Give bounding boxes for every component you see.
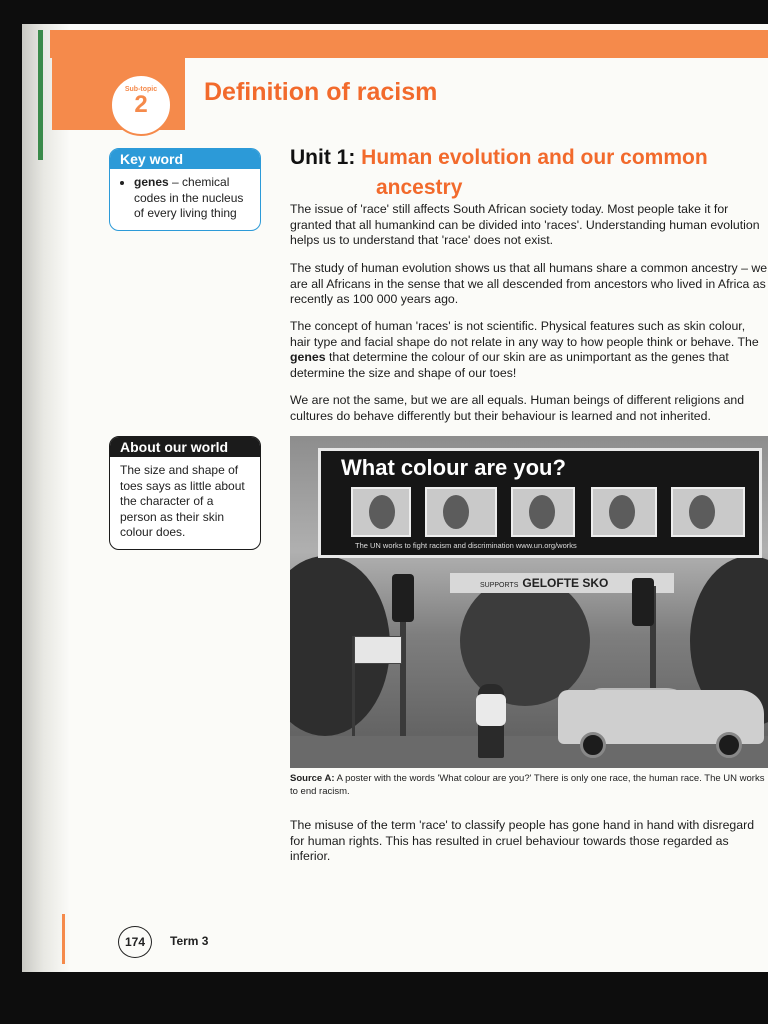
paragraph-3-start: The concept of human 'races' is not scientific. Physical features such as skin colour, hair type and facial shape do not relate in any way to how people think or behave. The: [290, 319, 759, 349]
about-our-world-text: The size and shape of toes says as little about the character of a person as their skin colour does.: [120, 463, 245, 539]
paragraph-3: [290, 319, 768, 381]
binding-edge-strip: [38, 30, 43, 160]
unit-number: Unit 1:: [290, 146, 356, 169]
key-word-term: genes: [134, 175, 169, 189]
school-sign-small-text: SUPPORTS: [480, 582, 519, 589]
unit-title: Human evolution and our common: [361, 146, 708, 169]
billboard-title: What colour are you?: [341, 455, 566, 480]
paragraph-2: The study of human evolution shows us that all humans share a common ancestry – we are all Africans in the sense that we all descended from ancestors who lived in Africa as recently as 100 000 years ago.: [290, 261, 768, 306]
pedestrian-shirt: [476, 694, 506, 726]
unit-heading: [290, 146, 708, 170]
billboard-face-4: [591, 487, 657, 537]
street-sign: [354, 636, 402, 664]
header-band: [50, 30, 768, 58]
page-binding-shadow: [22, 24, 70, 972]
page-number: 174: [118, 926, 152, 958]
car-wheel-front: [580, 732, 606, 758]
key-word-definition: – chemical codes in the nucleus of every living thing: [134, 175, 244, 220]
term-label: Term 3: [170, 934, 209, 948]
caption-label: Source A:: [290, 773, 335, 784]
school-sign-text: GELOFTE SKO: [522, 576, 609, 590]
billboard-face-3: [511, 487, 575, 537]
billboard-face-1: [351, 487, 411, 537]
page-title: Definition of racism: [204, 78, 438, 106]
about-our-world-heading: About our world: [110, 437, 260, 457]
key-word-item: [134, 175, 252, 222]
billboard-face-2: [425, 487, 497, 537]
traffic-light-left: [392, 574, 414, 622]
key-word-heading: Key word: [110, 149, 260, 169]
paragraph-3-end: that determine the colour of our skin are as unimportant as the genes that determine the size and shape of our toes!: [290, 350, 729, 380]
caption-text: A poster with the words 'What colour are you?' There is only one race, the human race. The UN works to end racism.: [290, 773, 765, 797]
subtopic-label: Sub-topic: [124, 86, 158, 93]
key-word-box: [109, 148, 261, 231]
traffic-light-right: [632, 578, 654, 626]
margin-marker: [62, 914, 65, 964]
source-a-photo: [290, 436, 768, 768]
subtopic-number: 2: [134, 91, 148, 118]
photo-caption: [290, 772, 768, 798]
textbook-page: [22, 24, 768, 972]
about-our-world-box: [109, 436, 261, 550]
subtopic-badge: [110, 74, 172, 136]
paragraph-1: The issue of 'race' still affects South African society today. Most people take it for granted that all humankind can be divided into 'races'. Understanding human evolution helps us to understand that 'race' does not exist.: [290, 202, 760, 247]
car-wheel-rear: [716, 732, 742, 758]
paragraph-4: We are not the same, but we are all equals. Human beings of different religions and cultures do behave differently but their behaviour is learned and not inherited.: [290, 393, 745, 423]
unit-title-continued: ancestry: [376, 176, 463, 199]
billboard: [318, 448, 762, 558]
billboard-face-5: [671, 487, 745, 537]
paragraph-5: The misuse of the term 'race' to classify people has gone hand in hand with disregard for human rights. This has resulted in cruel behaviour towards those regarded as inferior.: [290, 818, 755, 863]
paragraph-3-keyword: genes: [290, 350, 326, 364]
billboard-caption: The UN works to fight racism and discrimination www.un.org/works: [355, 541, 577, 550]
